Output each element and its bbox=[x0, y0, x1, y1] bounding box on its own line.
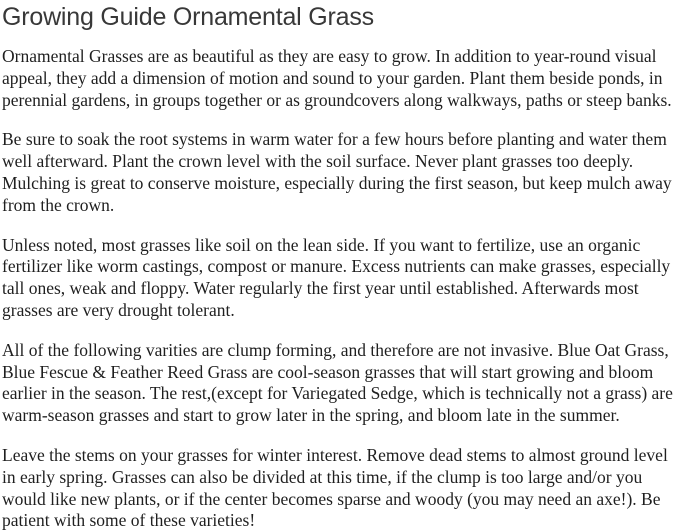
paragraph-fertilizing: Unless noted, most grasses like soil on the lean side. If you want to fertilize, use an organic fertilizer like worm castings, compost or manure. Excess nutrients can make grasses, especially tall ones, weak and floppy. Water regularly the first year until established. Afterwards most grasses are very drought tolerant. bbox=[2, 234, 671, 320]
paragraph-winter-care: Leave the stems on your grasses for winter interest. Remove dead stems to almost ground level in early spring. Grasses can also be divided at this time, if the clump is too large and/or you would like new plants, or if the center becomes sparse and woody (you may need an axe!). Be patient with some of these varieties! bbox=[2, 444, 668, 531]
paragraph-planting: Be sure to soak the root systems in warm water for a few hours before planting and water them well afterward. Plant the crown level with the soil surface. Never plant grasses too deeply. Mulching is great to conserve moisture, especially during the first season, but keep mulch away from the crown. bbox=[2, 129, 672, 215]
page-title: Growing Guide Ornamental Grass bbox=[2, 3, 374, 31]
paragraph-varieties: All of the following varities are clump forming, and therefore are not invasive. Blue Oat Grass, Blue Fescue & Feather Reed Grass are cool-season grasses that will start growing and bloom earlier in the season. The rest,(except for Variegated Sedge, which is technically not a grass) are warm-season grasses and start to grow later in the spring, and bloom late in the summer. bbox=[2, 339, 673, 426]
paragraph-intro: Ornamental Grasses are as beautiful as they are easy to grow. In addition to year-round visual appeal, they add a dimension of motion and sound to your garden. Plant them beside ponds, in perennial gardens, in groups together or as groundcovers along walkways, paths or steep banks. bbox=[2, 46, 672, 110]
